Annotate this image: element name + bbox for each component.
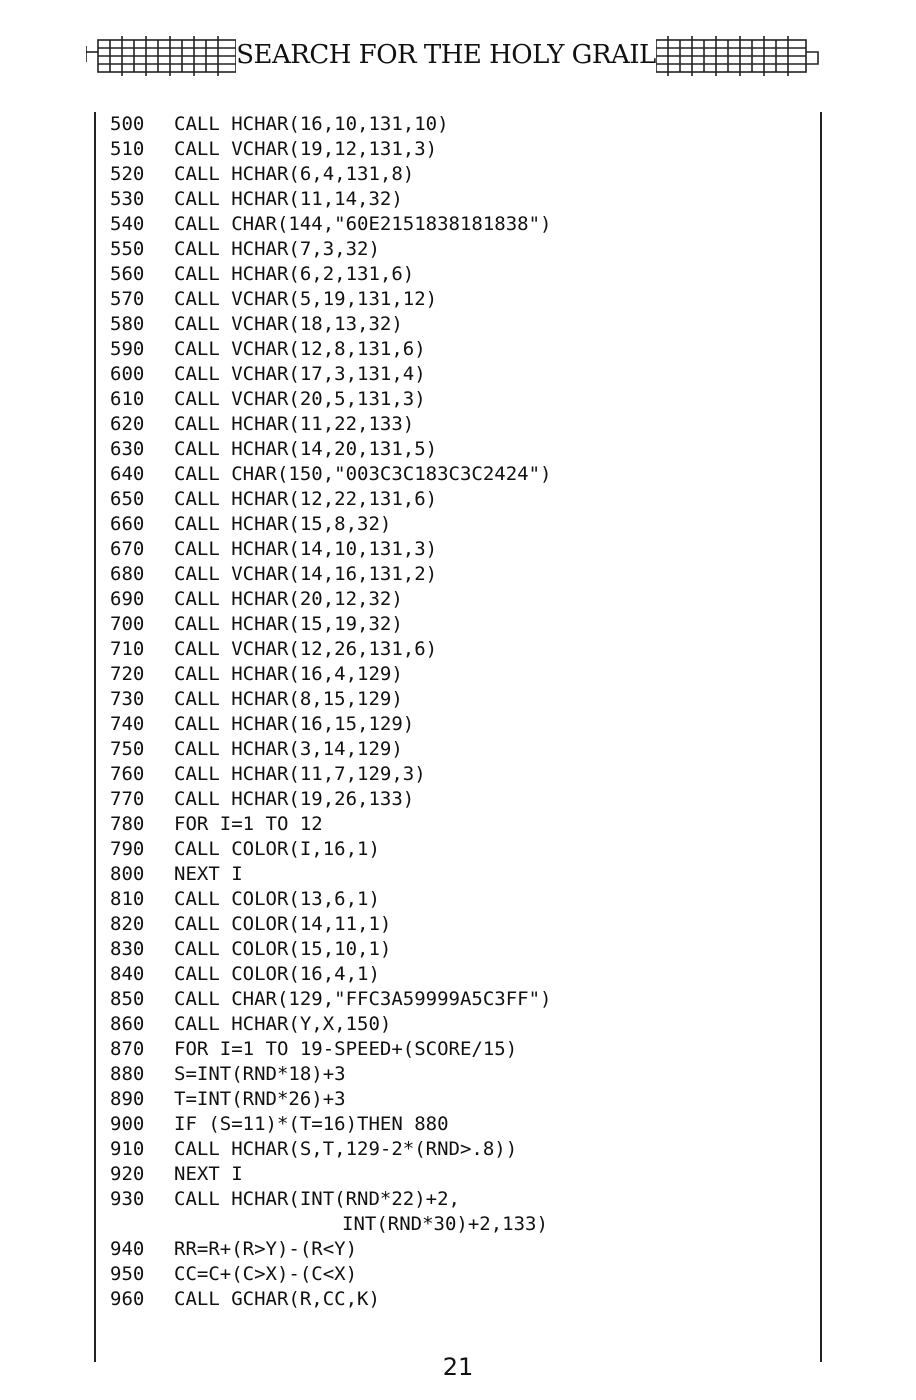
code-statement: CALL HCHAR(11,7,129,3) [174, 763, 426, 785]
line-number: 600 [110, 363, 145, 385]
code-line [110, 812, 810, 837]
code-line [110, 637, 810, 662]
code-statement: CALL HCHAR(16,15,129) [174, 713, 415, 735]
right-margin-rule [820, 112, 822, 1362]
code-statement: CALL HCHAR(15,19,32) [174, 613, 403, 635]
code-line [110, 187, 810, 212]
code-line [110, 912, 810, 937]
code-line [110, 237, 810, 262]
line-number: 570 [110, 288, 145, 310]
code-line [110, 387, 810, 412]
code-line [110, 687, 810, 712]
line-number: 870 [110, 1038, 145, 1060]
code-statement: CALL VCHAR(14,16,131,2) [174, 563, 438, 585]
code-statement: CALL HCHAR(Y,X,150) [174, 1013, 392, 1035]
line-number: 900 [110, 1113, 145, 1135]
code-statement: CALL HCHAR(11,14,32) [174, 188, 403, 210]
line-number: 790 [110, 838, 145, 860]
line-number: 580 [110, 313, 145, 335]
line-number: 520 [110, 163, 145, 185]
code-line [110, 337, 810, 362]
code-line [110, 137, 810, 162]
line-number: 560 [110, 263, 145, 285]
code-statement: CALL VCHAR(5,19,131,12) [174, 288, 438, 310]
line-number: 830 [110, 938, 145, 960]
line-number: 860 [110, 1013, 145, 1035]
code-statement: FOR I=1 TO 19-SPEED+(SCORE/15) [174, 1038, 518, 1060]
code-statement: CALL VCHAR(19,12,131,3) [174, 138, 438, 160]
code-statement: CALL HCHAR(16,4,129) [174, 663, 403, 685]
code-line [110, 112, 810, 137]
basic-program-listing [110, 112, 810, 1312]
code-statement: NEXT I [174, 863, 243, 885]
code-line [110, 1112, 810, 1137]
running-header [86, 32, 822, 80]
code-statement: CALL COLOR(16,4,1) [174, 963, 380, 985]
code-line [110, 162, 810, 187]
code-statement: CALL HCHAR(7,3,32) [174, 238, 380, 260]
line-number: 650 [110, 488, 145, 510]
code-statement: CALL CHAR(144,"60E2151838181838") [174, 213, 552, 235]
line-number: 680 [110, 563, 145, 585]
line-number: 510 [110, 138, 145, 160]
code-line [110, 412, 810, 437]
code-line [110, 587, 810, 612]
line-number: 550 [110, 238, 145, 260]
line-number: 710 [110, 638, 145, 660]
code-statement: CALL HCHAR(15,8,32) [174, 513, 392, 535]
code-statement: CALL HCHAR(14,10,131,3) [174, 538, 438, 560]
line-number: 770 [110, 788, 145, 810]
line-number: 890 [110, 1088, 145, 1110]
code-line [110, 462, 810, 487]
code-line [110, 837, 810, 862]
code-line [110, 787, 810, 812]
line-number: 630 [110, 438, 145, 460]
line-number: 590 [110, 338, 145, 360]
line-number: 760 [110, 763, 145, 785]
code-statement: FOR I=1 TO 12 [174, 813, 323, 835]
code-statement: CALL HCHAR(12,22,131,6) [174, 488, 438, 510]
line-number: 920 [110, 1163, 145, 1185]
code-line [110, 1087, 810, 1112]
code-statement: CALL HCHAR(8,15,129) [174, 688, 403, 710]
code-statement: CALL VCHAR(18,13,32) [174, 313, 403, 335]
code-line [110, 1037, 810, 1062]
line-number: 850 [110, 988, 145, 1010]
code-line [110, 312, 810, 337]
line-number: 800 [110, 863, 145, 885]
code-statement: RR=R+(R>Y)-(R<Y) [174, 1238, 358, 1260]
code-statement: CALL HCHAR(20,12,32) [174, 588, 403, 610]
line-number: 960 [110, 1288, 145, 1310]
code-line [110, 262, 810, 287]
code-statement: NEXT I [174, 1163, 243, 1185]
code-statement: CALL HCHAR(19,26,133) [174, 788, 415, 810]
line-number: 940 [110, 1238, 145, 1260]
line-number: 660 [110, 513, 145, 535]
code-line [110, 1162, 810, 1187]
code-line [110, 737, 810, 762]
line-number: 950 [110, 1263, 145, 1285]
code-statement: CALL HCHAR(3,14,129) [174, 738, 403, 760]
code-statement: CALL COLOR(14,11,1) [174, 913, 392, 935]
line-number: 880 [110, 1063, 145, 1085]
code-line [110, 537, 810, 562]
line-number: 750 [110, 738, 145, 760]
code-line [110, 512, 810, 537]
line-number: 540 [110, 213, 145, 235]
code-line [110, 887, 810, 912]
page-header-title: SEARCH FOR THE HOLY GRAIL [236, 36, 656, 74]
line-number: 500 [110, 113, 145, 135]
code-statement: CALL VCHAR(12,26,131,6) [174, 638, 438, 660]
code-line [110, 362, 810, 387]
line-number: 720 [110, 663, 145, 685]
code-statement: CALL COLOR(I,16,1) [174, 838, 380, 860]
code-line [110, 1187, 810, 1237]
code-line [110, 762, 810, 787]
code-statement: CALL HCHAR(16,10,131,10) [174, 113, 449, 135]
code-statement: IF (S=11)*(T=16)THEN 880 [174, 1113, 449, 1135]
line-number: 620 [110, 413, 145, 435]
line-number: 610 [110, 388, 145, 410]
line-number: 670 [110, 538, 145, 560]
code-statement: CALL VCHAR(20,5,131,3) [174, 388, 426, 410]
code-line [110, 562, 810, 587]
code-statement: CC=C+(C>X)-(C<X) [174, 1263, 358, 1285]
code-line [110, 1012, 810, 1037]
line-number: 530 [110, 188, 145, 210]
code-line [110, 712, 810, 737]
code-line [110, 1262, 810, 1287]
code-line [110, 937, 810, 962]
code-statement: CALL HCHAR(6,4,131,8) [174, 163, 415, 185]
line-number: 810 [110, 888, 145, 910]
line-number: 820 [110, 913, 145, 935]
left-margin-rule [94, 112, 96, 1362]
code-line [110, 1062, 810, 1087]
code-statement: CALL VCHAR(17,3,131,4) [174, 363, 426, 385]
line-number: 730 [110, 688, 145, 710]
code-line [110, 987, 810, 1012]
code-line [110, 437, 810, 462]
code-statement: CALL VCHAR(12,8,131,6) [174, 338, 426, 360]
code-continuation: INT(RND*30)+2,133) [342, 1213, 548, 1235]
line-number: 640 [110, 463, 145, 485]
code-line [110, 1237, 810, 1262]
code-statement: CALL HCHAR(6,2,131,6) [174, 263, 415, 285]
code-statement: CALL HCHAR(11,22,133) [174, 413, 415, 435]
line-number: 740 [110, 713, 145, 735]
code-line [110, 862, 810, 887]
line-number: 700 [110, 613, 145, 635]
code-statement: S=INT(RND*18)+3 [174, 1063, 346, 1085]
code-line [110, 1137, 810, 1162]
line-number: 930 [110, 1188, 145, 1210]
code-statement: T=INT(RND*26)+3 [174, 1088, 346, 1110]
code-statement: CALL HCHAR(S,T,129-2*(RND>.8)) [174, 1138, 518, 1160]
code-line [110, 662, 810, 687]
code-statement: CALL HCHAR(INT(RND*22)+2, [174, 1188, 460, 1210]
code-line [110, 1287, 810, 1312]
code-statement: CALL COLOR(15,10,1) [174, 938, 392, 960]
line-number: 690 [110, 588, 145, 610]
code-statement: CALL CHAR(129,"FFC3A59999A5C3FF") [174, 988, 552, 1010]
code-statement: CALL CHAR(150,"003C3C183C3C2424") [174, 463, 552, 485]
line-number: 910 [110, 1138, 145, 1160]
page-number: 21 [442, 1353, 474, 1381]
code-line [110, 612, 810, 637]
code-line [110, 487, 810, 512]
code-statement: CALL COLOR(13,6,1) [174, 888, 380, 910]
code-line [110, 212, 810, 237]
code-statement: CALL GCHAR(R,CC,K) [174, 1288, 380, 1310]
line-number: 840 [110, 963, 145, 985]
code-line [110, 962, 810, 987]
code-line [110, 287, 810, 312]
line-number: 780 [110, 813, 145, 835]
code-statement: CALL HCHAR(14,20,131,5) [174, 438, 438, 460]
